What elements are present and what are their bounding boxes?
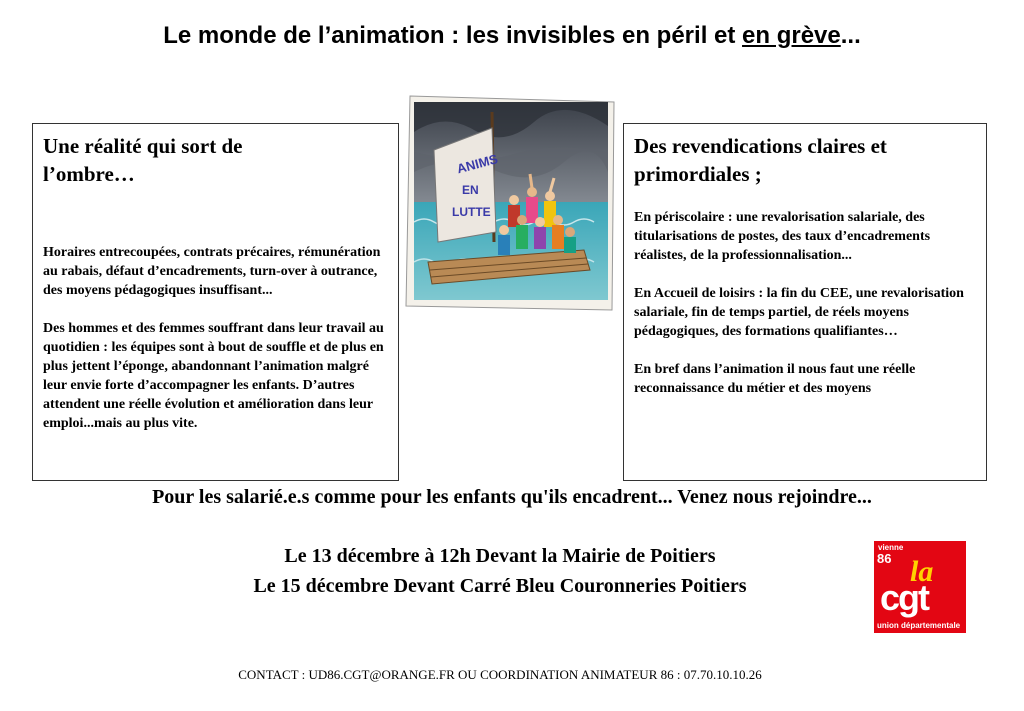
logo-subtitle: union départementale — [877, 621, 961, 630]
event-dates — [0, 541, 1000, 601]
logo-la: la — [910, 555, 934, 588]
cgt-logo — [874, 541, 966, 633]
demands-title-line2: primordiales ; — [634, 162, 762, 186]
sail-text-line2: EN — [462, 183, 479, 197]
demands-title — [634, 132, 976, 188]
demands-box — [623, 123, 987, 481]
logo-region: vienne — [878, 543, 904, 552]
event-date-2: Le 15 décembre Devant Carré Bleu Couronneries Poitiers — [253, 575, 747, 597]
demands-paragraph-3: En bref dans l’animation il nous faut une réelle reconnaissance du métier et des moyens — [634, 362, 916, 396]
demands-title-line1: Des revendications claires et — [634, 134, 887, 158]
contact-line: CONTACT : UD86.CGT@ORANGE.FR OU COORDINATION ANIMATEUR 86 : 07.70.10.10.26 — [238, 667, 762, 682]
headline-tail: ... — [840, 22, 861, 49]
reality-title-line2: l’ombre… — [43, 162, 135, 186]
sail-text-line1: ANIMS — [455, 151, 500, 177]
reality-box — [32, 123, 399, 481]
reality-paragraph-2: Des hommes et des femmes souffrant dans leur travail au quotidien : les équipes sont à bout de souffle et de plus en plus jettent l’éponge, abandonnant l’animation malgré leur envie forte d’accompagner les enfants. D’autres attendent une réelle évolution et amélioration dans leur emploi...mais au plus vite. — [43, 321, 384, 431]
call-to-action: Pour les salarié.e.s comme pour les enfants qu'ils encadrent... Venez nous rejoindre... — [152, 486, 872, 508]
demands-paragraph-2: En Accueil de loisirs : la fin du CEE, une revalorisation salariale, fin de temps partiel, de réels moyens pédagogiques, des formations qualifiantes… — [634, 286, 964, 339]
demands-paragraph-1: En périscolaire : une revalorisation salariale, des titularisations de postes, des taux d’encadrements réalistes, de la professionnalisation... — [634, 210, 931, 263]
reality-title — [43, 132, 388, 188]
raft-illustration — [404, 92, 618, 314]
headline-underlined: en grève — [742, 22, 841, 49]
logo-cgt: cgt — [880, 577, 928, 618]
page-headline — [0, 22, 1024, 50]
headline-main: Le monde de l’animation : les invisibles en péril et — [163, 22, 743, 49]
logo-number: 86 — [877, 551, 892, 566]
reality-title-line1: Une réalité qui sort de — [43, 134, 243, 158]
event-date-1: Le 13 décembre à 12h Devant la Mairie de Poitiers — [284, 545, 716, 567]
reality-paragraph-1: Horaires entrecoupées, contrats précaires, rémunération au rabais, défaut d’encadrements, turn-over à outrance, des moyens pédagogiques insuffisant... — [43, 245, 381, 298]
sail-text-line3: LUTTE — [452, 205, 491, 219]
